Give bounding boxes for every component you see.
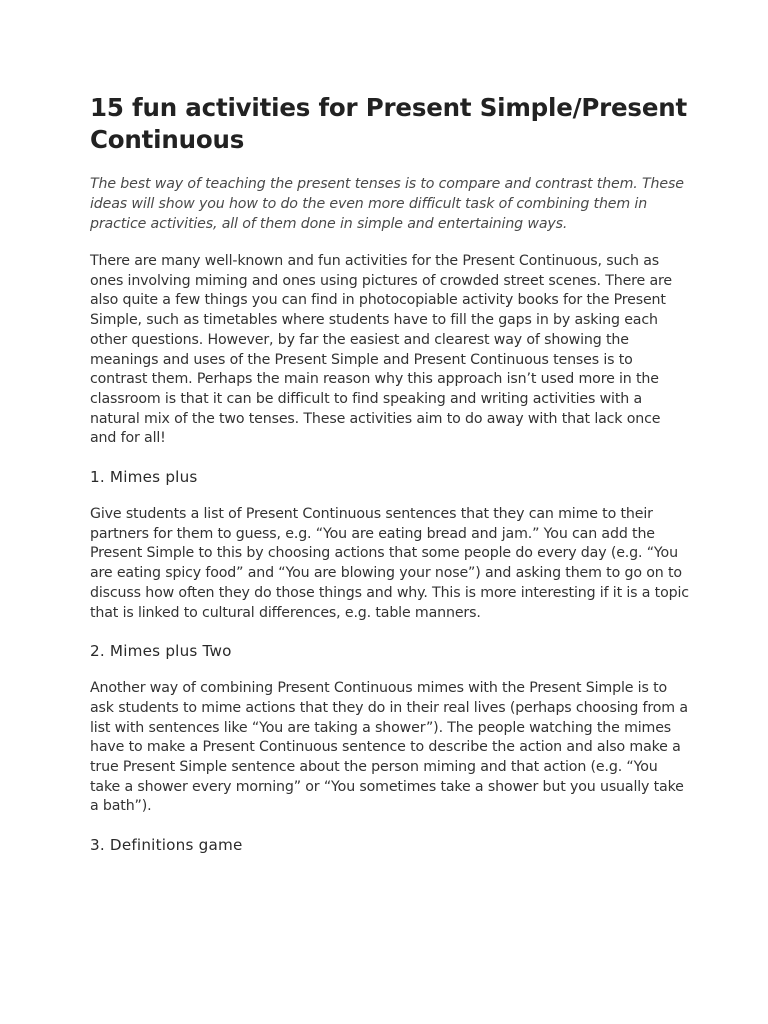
section-body-mimes-plus: Give students a list of Present Continuous sentences that they can mime to their partners for them to guess, e.g. “You are eating bread and jam.” You can add the Present Simple to this by choosing actions that some people do every day (e.g. “You are eating spicy food” and “You are blowing your nose”) and asking them to go on to discuss how often they do those things and why. This is more interesting if it is a topic that is linked to cultural differences, e.g. table manners. [90, 506, 689, 621]
article-intro: The best way of teaching the present tenses is to compare and contrast them. These ideas will show you how to do the even more difficult task of combining them in practice activities, all of them done in simple and entertaining ways. [90, 176, 684, 232]
section-heading-mimes-plus-two: 2. Mimes plus Two [90, 642, 232, 661]
section-body-mimes-plus-two: Another way of combining Present Continuous mimes with the Present Simple is to ask students to mime actions that they do in their real lives (perhaps choosing from a list with sentences like “You are taking a shower”). The people watching the mimes have to make a Present Continuous sentence to describe the action and also make a true Present Simple sentence about the person miming and that action (e.g. “You take a shower every morning” or “You sometimes take a shower but you usually take a bath”). [90, 680, 688, 815]
article [90, 92, 690, 873]
section-heading-mimes-plus: 1. Mimes plus [90, 468, 198, 487]
overview-paragraph: There are many well-known and fun activities for the Present Continuous, such as ones involving miming and ones using pictures of crowded street scenes. There are also quite a few things you can find in photocopiable activity books for the Present Simple, such as timetables where students have to fill the gaps in by asking each other questions. However, by far the easiest and clearest way of showing the meanings and uses of the Present Simple and Present Continuous tenses is to contrast them. Perhaps the main reason why this approach isn’t used more in the classroom is that it can be difficult to find speaking and writing activities with a natural mix of the two tenses. These activities aim to do away with that lack once and for all! [90, 253, 672, 447]
section-heading-definitions-game: 3. Definitions game [90, 836, 243, 855]
article-title: 15 fun activities for Present Simple/Present Continuous [90, 93, 687, 154]
